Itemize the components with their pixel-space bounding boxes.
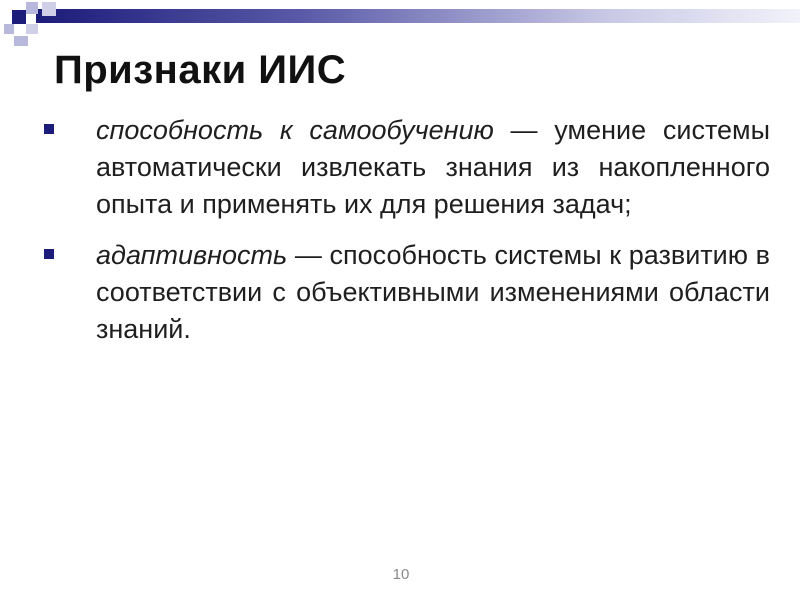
page-number: 10 — [392, 566, 410, 583]
list-item — [40, 112, 770, 223]
top-decorative-bar — [36, 9, 800, 23]
square-bullet-icon — [44, 249, 54, 259]
list-item — [40, 237, 770, 348]
bullet-text: — способность системы к развитию в соответствии с объективными изменениями области знаний. — [96, 240, 770, 344]
square-bullet-icon — [44, 124, 54, 134]
square-decoration — [14, 36, 28, 46]
square-decoration — [4, 24, 14, 34]
bullet-list — [40, 112, 770, 362]
square-decoration — [42, 2, 56, 16]
bullet-text: — умение системы автоматически извлекать знания из накопленного опыта и применять их для решения задач; — [96, 115, 770, 219]
square-decoration — [26, 24, 38, 34]
square-decoration — [26, 2, 38, 14]
slide-title: Признаки ИИС — [54, 48, 347, 92]
square-decoration — [12, 10, 26, 24]
bullet-term: адаптивность — [96, 240, 288, 270]
bullet-term: способность к самообучению — [96, 115, 494, 145]
